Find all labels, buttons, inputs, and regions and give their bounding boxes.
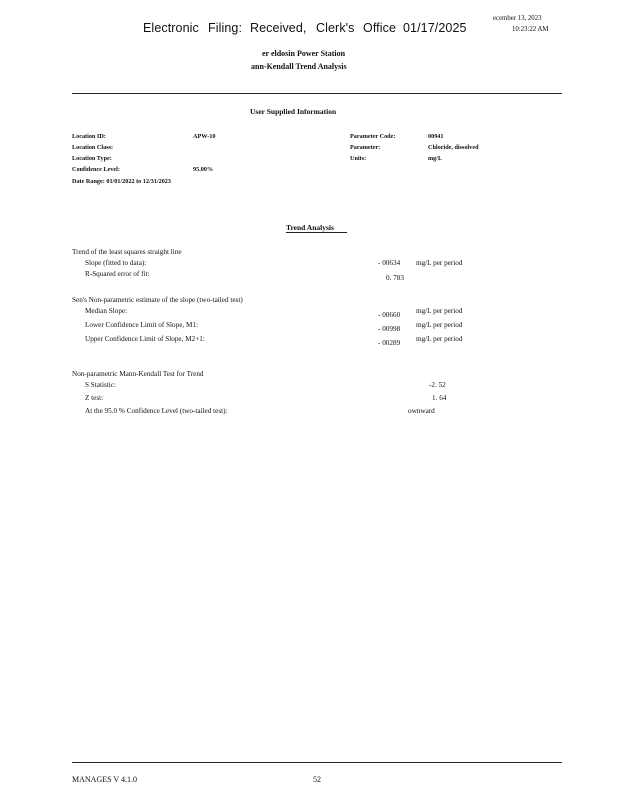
- trend-heading-underline: [286, 232, 347, 233]
- report-time: 10:23:22 AM: [512, 26, 549, 33]
- stamp-word-filing: Filing:: [208, 21, 243, 35]
- median-slope-label: Median Slope:: [85, 307, 128, 315]
- confidence-result-label: At the 95.0 % Confidence Level (two-tailed test):: [85, 407, 228, 415]
- software-version: MANAGES V 4.1.0: [72, 775, 138, 784]
- slope-label: Slope (fitted to data):: [85, 259, 147, 267]
- upper-limit-label: Upper Confidence Limit of Slope, M2+1:: [85, 335, 205, 343]
- sen-slope-title: Sen's Non-parametric estimate of the slope (two-tailed test): [72, 296, 243, 304]
- confidence-level-value: 95.00%: [193, 166, 214, 173]
- s-statistic-label: S Statistic:: [85, 381, 116, 389]
- stamp-date: 01/17/2025: [403, 21, 467, 35]
- lower-limit-unit: mg/L per period: [416, 321, 463, 329]
- z-test-value: 1. 64: [432, 394, 447, 402]
- analysis-title: ann-Kendall Trend Analysis: [251, 62, 347, 71]
- lower-limit-value: - 00998: [378, 325, 401, 333]
- trend-direction-value: ownward: [408, 407, 435, 415]
- stamp-word-received: Received,: [250, 21, 307, 35]
- parameter-code-value: 00941: [428, 133, 444, 140]
- units-label: Units:: [350, 155, 367, 162]
- upper-limit-unit: mg/L per period: [416, 335, 463, 343]
- slope-unit: mg/L per period: [416, 259, 463, 267]
- stamp-word-clerks: Clerk's: [316, 21, 355, 35]
- user-info-heading: User Supplied Information: [250, 107, 337, 116]
- confidence-level-label: Confidence Level:: [72, 166, 120, 173]
- report-date: ecember 13, 2023: [493, 15, 542, 22]
- r-squared-value: 0. 783: [386, 274, 404, 282]
- s-statistic-value: -2. 52: [429, 381, 446, 389]
- upper-limit-value: - 00289: [378, 339, 401, 347]
- parameter-code-label: Parameter Code:: [350, 133, 396, 140]
- header-divider: [72, 93, 562, 94]
- parameter-value: Chloride, dissolved: [428, 144, 479, 151]
- median-slope-unit: mg/L per period: [416, 307, 463, 315]
- median-slope-value: - 00660: [378, 311, 401, 319]
- lower-limit-label: Lower Confidence Limit of Slope, M1:: [85, 321, 198, 329]
- stamp-word-office: Office: [363, 21, 397, 35]
- slope-value: - 00634: [378, 259, 401, 267]
- z-test-label: Z test:: [85, 394, 104, 402]
- least-squares-title: Trend of the least squares straight line: [72, 248, 182, 256]
- stamp-word-electronic: Electronic: [143, 21, 199, 35]
- footer-divider: [72, 762, 562, 763]
- mann-kendall-title: Non-parametric Mann-Kendall Test for Trend: [72, 370, 204, 378]
- parameter-label: Parameter:: [350, 144, 381, 151]
- trend-heading: Trend Analysis: [286, 223, 334, 232]
- units-value: mg/L: [428, 155, 443, 162]
- r-squared-label: R-Squared error of fit:: [85, 270, 150, 278]
- location-class-label: Location Class:: [72, 144, 114, 151]
- location-id-label: Location ID:: [72, 133, 106, 140]
- location-type-label: Location Type:: [72, 155, 112, 162]
- location-id-value: APW-10: [193, 133, 216, 140]
- date-range: Date Range: 01/01/2022 to 12/31/2023: [72, 178, 171, 185]
- site-title: er eldosin Power Station: [262, 49, 346, 58]
- page-number: 52: [313, 775, 321, 784]
